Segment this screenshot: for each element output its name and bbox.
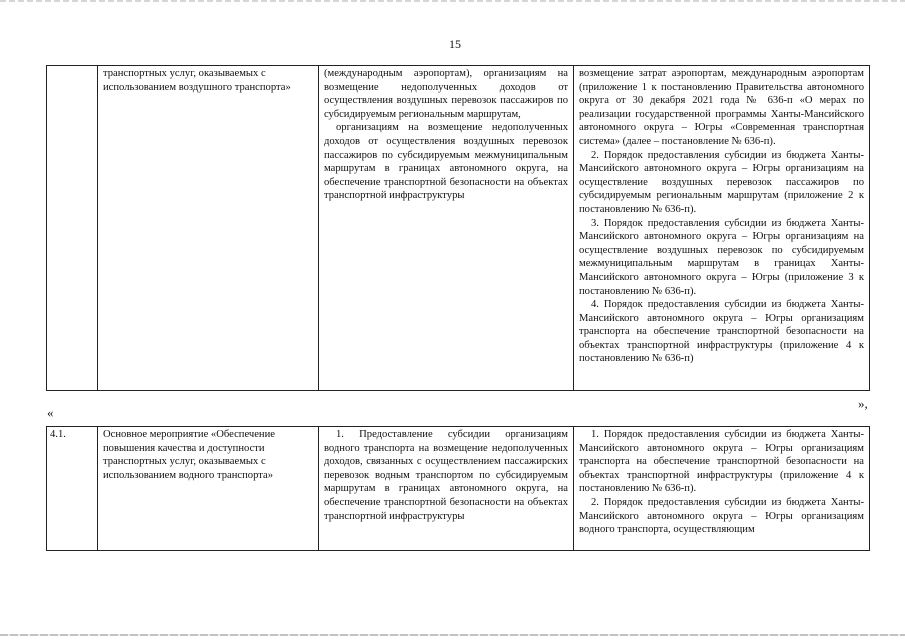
table-row — [47, 427, 870, 551]
regulation-paragraph: 4. Порядок предоставления субсидии из бюджета Ханты-Мансийского автономного округа – Югры организациям транспорта на обеспечение транспортной безопасности на объектах транспортной инфраструктуры (приложение 4 к постановлению № 636-п) — [579, 299, 864, 365]
table-new-row — [46, 426, 870, 551]
regulation-paragraph: возмещение затрат аэропортам, международным аэропортам (приложение 1 к постановлению Правительства автономного округа от 30 декабря 2021 года № 636-п «О мерах по реализации государственной программы Ханты-Мансийского автономного округа – Югры «Современная транспортная система» (далее – постановление № 636-п). — [579, 68, 864, 147]
regulation-cell — [574, 427, 870, 551]
regulation-cell — [574, 66, 870, 391]
closing-quote: », — [858, 396, 868, 411]
measure-text: Основное мероприятие «Обеспечение повышения качества и доступности транспортных услуг, оказываемых с использованием водного транспорта» — [103, 429, 275, 481]
regulation-paragraph: 2. Порядок предоставления субсидии из бюджета Ханты-Мансийского автономного округа – Югры организациям на осуществление воздушных перевозок пассажиров по субсидируемым региональным маршрутам (приложение 2 к постановлению № 636-п). — [579, 149, 864, 215]
row-number: 4.1. — [50, 429, 66, 440]
row-number — [47, 66, 97, 70]
opening-quote: « — [47, 405, 54, 420]
activity-paragraph: 1. Предоставление субсидии организациям водного транспорта на возмещение недополученных доходов, связанных с осуществлением пассажирских перевозок водным транспортом по субсидируемым маршрутам в границах автономного округа, на обеспечение транспортной безопасности на объектах транспортной инфраструктуры — [324, 429, 568, 522]
activity-paragraph: организациям на возмещение недополученных доходов от осуществления воздушных перевозок пассажиров по субсидируемым межмуниципальным маршрутам в границах автономного округа, на обеспечение транспортной безопасности на объектах транспортной инфраструктуры — [324, 122, 568, 202]
page-number: 15 — [449, 37, 461, 51]
activity-paragraph: (международным аэропортам), организациям на возмещение недополученных доходов от осуществления воздушных перевозок пассажиров по субсидируемым региональным маршрутам, — [324, 68, 568, 120]
table-continuation — [46, 65, 870, 391]
regulation-paragraph: 1. Порядок предоставления субсидии из бюджета Ханты-Мансийского автономного округа – Югры организациям транспорта на обеспечение транспортной безопасности на объектах транспортной инфраструктуры (приложение 4 к постановлению № 636-п). — [579, 429, 864, 495]
row-number-cell — [47, 66, 98, 391]
table-row — [47, 66, 870, 391]
scan-edge-bottom — [0, 634, 905, 636]
activity-cell — [319, 427, 574, 551]
regulation-paragraph: 2. Порядок предоставления субсидии из бюджета Ханты-Мансийского автономного округа – Югры организациям водного транспорта, осуществляющим — [579, 496, 864, 536]
activity-cell — [319, 66, 574, 391]
row-number-cell — [47, 427, 98, 551]
regulation-paragraph: 3. Порядок предоставления субсидии из бюджета Ханты-Мансийского автономного округа – Югры организациям на осуществление воздушных перевозок по субсидируемым межмуниципальным маршрутам в границах Ханты-Мансийского автономного округа – Югры (приложение 3 к постановлению № 636-п). — [579, 217, 864, 297]
measure-cell — [98, 66, 319, 391]
scan-edge-top — [0, 0, 905, 2]
measure-cell — [98, 427, 319, 551]
measure-text: транспортных услуг, оказываемых с использованием воздушного транспорта» — [103, 68, 291, 93]
